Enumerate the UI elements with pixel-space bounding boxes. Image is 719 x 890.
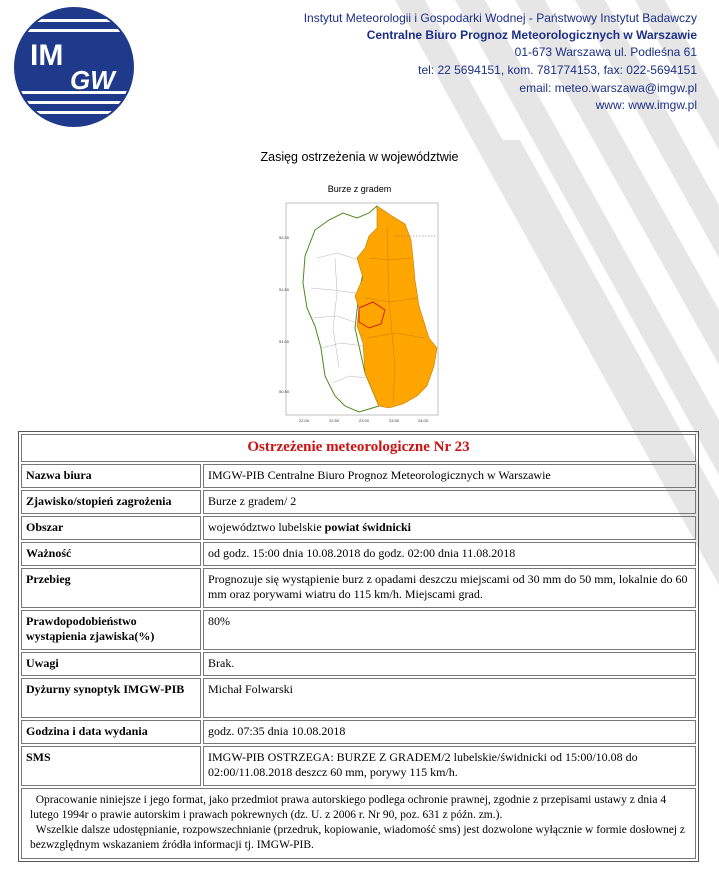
table-row bbox=[21, 464, 696, 488]
copyright-text-2: Wszelkie dalsze udostępnianie, rozpowszechnianie (przedruk, kopiowanie, wiadomość sms) jest dozwolone wyłącznie w formie dosłownej z bezwzględnym wskazaniem źródła informacji tj. IMGW-PIB. bbox=[30, 824, 685, 851]
copyright-paragraph-1 bbox=[30, 793, 687, 823]
imgw-logo bbox=[12, 5, 136, 129]
copyright-notice bbox=[21, 788, 696, 859]
table-row bbox=[21, 516, 696, 540]
row-label-sms: SMS bbox=[21, 746, 201, 786]
lon-tick-23: 23.00 bbox=[359, 418, 370, 423]
table-row bbox=[21, 746, 696, 786]
row-label-forecaster: Dyżurny synoptyk IMGW-PIB bbox=[21, 678, 201, 718]
row-label-validity: Ważność bbox=[21, 542, 201, 566]
row-label-office: Nazwa biura bbox=[21, 464, 201, 488]
warning-table bbox=[18, 431, 699, 862]
row-value-phenomenon: Burze z gradem/ 2 bbox=[203, 490, 696, 514]
row-value-area bbox=[203, 516, 696, 540]
row-value-remarks: Brak. bbox=[203, 652, 696, 676]
email-line: email: meteo.warszawa@imgw.pl bbox=[519, 81, 697, 95]
lon-tick-22: 22.00 bbox=[299, 418, 310, 423]
lon-tick-22-50: 22.50 bbox=[329, 418, 340, 423]
lat-tick-52: 52.00 bbox=[279, 235, 290, 240]
row-label-course: Przebieg bbox=[21, 568, 201, 608]
row-label-probability: Prawdopodobieństwo wystąpienia zjawiska(%) bbox=[21, 610, 201, 650]
row-value-issued: godz. 07:35 dnia 10.08.2018 bbox=[203, 720, 696, 744]
table-row bbox=[21, 610, 696, 650]
warning-title: Ostrzeżenie meteorologiczne Nr 23 bbox=[21, 434, 696, 462]
table-row bbox=[21, 678, 696, 718]
row-value-office: IMGW-PIB Centralne Biuro Prognoz Meteorologicznych w Warszawie bbox=[203, 464, 696, 488]
logo-text-top: IM bbox=[30, 39, 64, 72]
warning-map bbox=[277, 198, 442, 426]
address: 01-673 Warszawa ul. Podleśna 61 bbox=[514, 45, 697, 59]
footer-row bbox=[21, 788, 696, 859]
copyright-text-1: Opracowanie niniejsze i jego format, jako przedmiot prawa autorskiego podlega ochronie prawnej, zgodnie z przepisami ustawy z dnia 4 lutego 1994r o prawie autorskim i prawach pokrewnych (dz. U. z 2006 r. Nr 90, poz. 631 z późn. zm.). bbox=[30, 794, 667, 821]
area-voivodeship: województwo lubelskie bbox=[208, 520, 325, 534]
warning-title-row bbox=[21, 434, 696, 462]
row-value-forecaster: Michał Folwarski bbox=[203, 678, 696, 718]
row-label-area: Obszar bbox=[21, 516, 201, 540]
table-row bbox=[21, 568, 696, 608]
row-value-sms: IMGW-PIB OSTRZEGA: BURZE Z GRADEM/2 lubelskie/świdnicki od 15:00/10.08 do 02:00/11.08.2018 deszcz 60 mm, porywy 115 km/h. bbox=[203, 746, 696, 786]
lat-tick-50-50: 50.50 bbox=[279, 389, 290, 394]
map-title: Zasięg ostrzeżenia w województwie bbox=[260, 150, 459, 164]
institute-name: Instytut Meteorologii i Gospodarki Wodnej - Państwowy Instytut Badawczy bbox=[303, 11, 697, 25]
bureau-name: Centralne Biuro Prognoz Meteorologicznych w Warszawie bbox=[366, 28, 697, 42]
www-line: www: www.imgw.pl bbox=[595, 98, 697, 112]
row-value-validity: od godz. 15:00 dnia 10.08.2018 do godz. 02:00 dnia 11.08.2018 bbox=[203, 542, 696, 566]
row-label-remarks: Uwagi bbox=[21, 652, 201, 676]
row-label-issued: Godzina i data wydania bbox=[21, 720, 201, 744]
row-value-probability: 80% bbox=[203, 610, 696, 650]
copyright-paragraph-2 bbox=[30, 823, 687, 853]
area-county: powiat świdnicki bbox=[324, 520, 412, 534]
table-row bbox=[21, 542, 696, 566]
table-row bbox=[21, 490, 696, 514]
table-row bbox=[21, 652, 696, 676]
table-row bbox=[21, 720, 696, 744]
lon-tick-24: 24.00 bbox=[418, 418, 429, 423]
lon-tick-23-50: 23.50 bbox=[389, 418, 400, 423]
lat-tick-51-50: 51.50 bbox=[279, 287, 290, 292]
row-value-course: Prognozuje się wystąpienie burz z opadami deszczu miejscami od 30 mm do 50 mm, lokalnie do 60 mm oraz porywami wiatru do 115 km/h. Miejscami grad. bbox=[203, 568, 696, 608]
logo-text-bottom: GW bbox=[70, 65, 115, 95]
row-label-phenomenon: Zjawisko/stopień zagrożenia bbox=[21, 490, 201, 514]
map-subtitle: Burze z gradem bbox=[327, 184, 392, 194]
lat-tick-51: 51.00 bbox=[279, 339, 290, 344]
phone-line: tel: 22 5694151, kom. 781774153, fax: 022-5694151 bbox=[418, 63, 697, 77]
